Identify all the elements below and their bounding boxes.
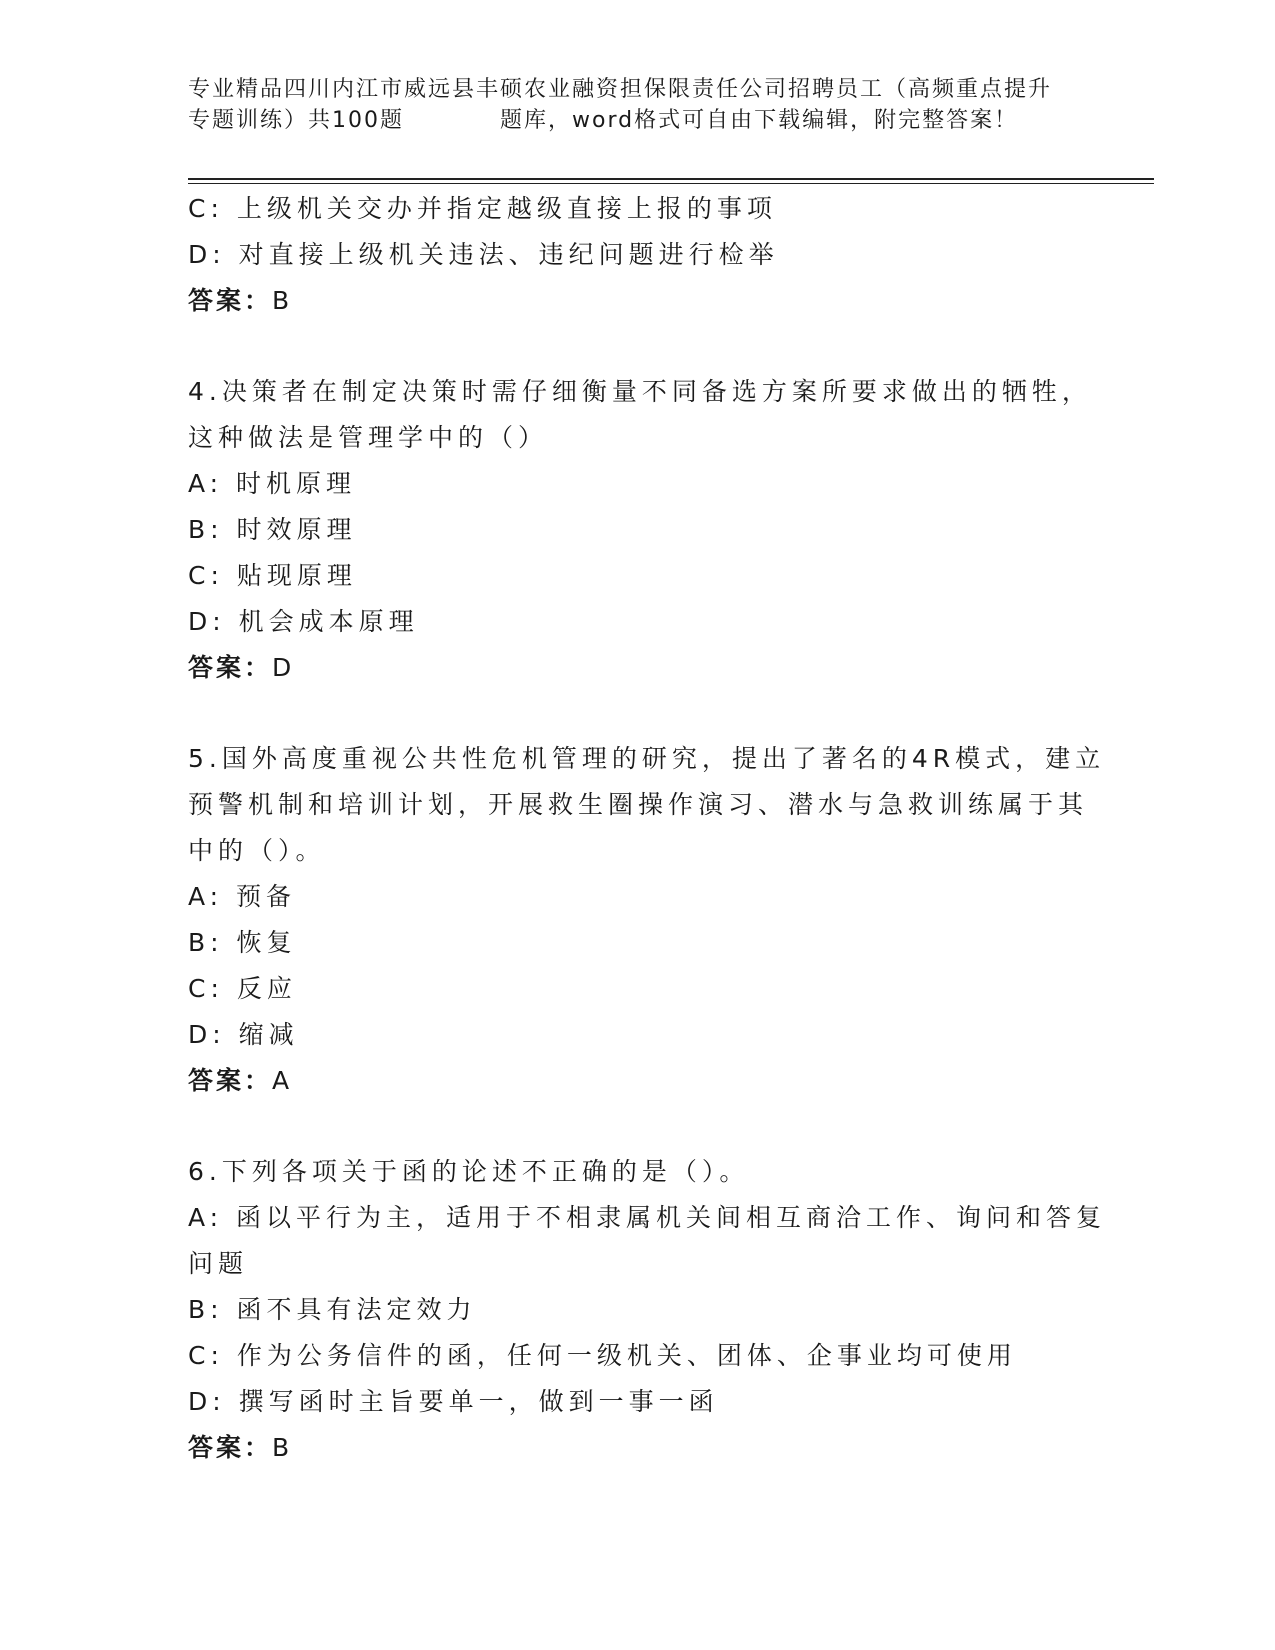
header-line-2 (188, 105, 1088, 136)
answer (188, 1058, 1088, 1104)
option-b: B: 恢复 (188, 928, 297, 957)
option-a: A: 时机原理 (188, 469, 357, 498)
question-list (188, 186, 1107, 1471)
option-c: C: 贴现原理 (188, 561, 357, 590)
option-c: C: 上级机关交办并指定越级直接上报的事项 (188, 194, 777, 223)
option-d: D: 撰写函时主旨要单一，做到一事一函 (188, 1387, 719, 1416)
answer-value: A (272, 1066, 292, 1095)
answer (188, 645, 1088, 691)
option-c: C: 反应 (188, 974, 297, 1003)
option-b: B: 函不具有法定效力 (188, 1295, 477, 1324)
answer-label: 答案： (188, 1066, 273, 1095)
answer-value: B (272, 1433, 292, 1462)
header-line-1: 专业精品四川内江市威远县丰硕农业融资担保限责任公司招聘员工（高频重点提升 (188, 77, 1053, 102)
option-a-continued: 问题 (188, 1249, 249, 1278)
header-title-end: 专题训练）共100题 (188, 108, 404, 133)
header-subtitle: 题库，word格式可自由下载编辑，附完整答案！ (500, 108, 1019, 133)
document-header (188, 74, 1088, 136)
answer-label: 答案： (188, 1433, 273, 1462)
option-d: D: 机会成本原理 (188, 607, 419, 636)
question-stem: 中的（）。 (188, 836, 326, 865)
question-stem: 预警机制和培训计划，开展救生圈操作演习、潜水与急救训练属于其 (188, 790, 1089, 819)
option-a: A: 预备 (188, 882, 297, 911)
question-stem: 6.下列各项关于函的论述不正确的是（）。 (188, 1157, 750, 1186)
option-d: D: 对直接上级机关违法、违纪问题进行检举 (188, 240, 779, 269)
question-3-tail (188, 186, 1088, 324)
answer-label: 答案： (188, 286, 273, 315)
answer-label: 答案： (188, 653, 273, 682)
question-stem: 这种做法是管理学中的（） (188, 423, 549, 452)
answer (188, 1425, 1088, 1471)
question-stem: 5.国外高度重视公共性危机管理的研究，提出了著名的4R模式，建立 (188, 744, 1106, 773)
question-5 (188, 736, 1106, 1104)
option-b: B: 时效原理 (188, 515, 357, 544)
header-rule-thin (188, 183, 1154, 184)
answer-value: D (272, 653, 294, 682)
question-4 (188, 369, 1092, 691)
question-6 (188, 1149, 1107, 1471)
option-a: A: 函以平行为主，适用于不相隶属机关间相互商洽工作、询问和答复 (188, 1203, 1107, 1232)
option-c: C: 作为公务信件的函，任何一级机关、团体、企事业均可使用 (188, 1341, 1017, 1370)
question-stem: 4.决策者在制定决策时需仔细衡量不同备选方案所要求做出的牺牲， (188, 377, 1092, 406)
header-rule-thick (188, 178, 1154, 180)
answer-value: B (272, 286, 292, 315)
answer (188, 278, 1088, 324)
option-d: D: 缩减 (188, 1020, 299, 1049)
